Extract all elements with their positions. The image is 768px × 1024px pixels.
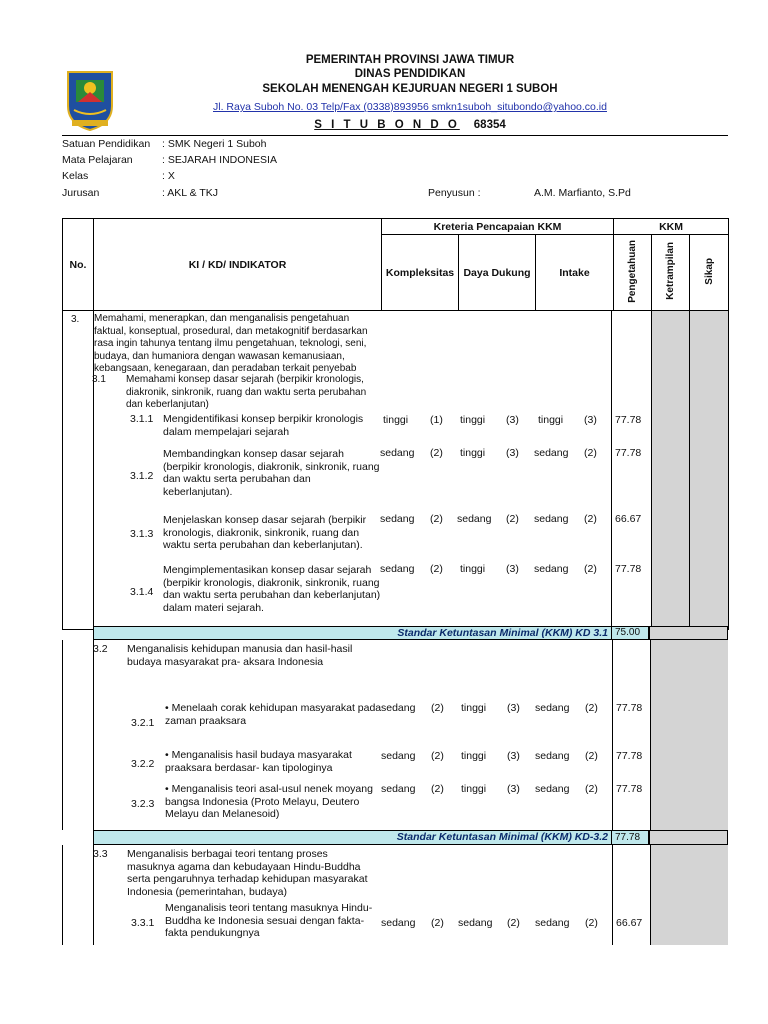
kompleksitas-value: sedang [381, 702, 416, 714]
ketrampilan-label: Ketrampilan [665, 242, 677, 300]
indicator-number: 3.3.1 [131, 917, 155, 929]
daya-score: (3) [506, 563, 519, 575]
kkm32-label: Standar Ketuntasan Minimal (KKM) KD-3.2 [396, 831, 608, 843]
pengetahuan-value: 77.78 [615, 563, 642, 575]
sikap-label: Sikap [703, 257, 715, 285]
daya-value: tinggi [461, 702, 487, 714]
penyusun-label: Penyusun : [428, 187, 481, 199]
daya-score: (3) [507, 783, 520, 795]
daya-value: tinggi [460, 414, 486, 426]
kd32-block [62, 640, 728, 830]
intake-score: (3) [584, 414, 597, 426]
indicator-text: • Menganalisis teori asal-usul nenek moyang bangsa Indonesia (Proto Melayu, Deutero Melayu dan Melanesoid) [165, 783, 373, 820]
ki-text: Memahami, menerapkan, dan menganalisis pengetahuan faktual, konseptual, prosedural, dan metakognitif berdasarkan rasa ingin tahunya tentang ilmu pengetahuan, teknologi, seni, budaya, dan humaniora dengan wawasan kemanusiaan, kebangsaan, kenegaraan, dan peradaban terkait penyebab [94, 313, 368, 374]
mapel-value: : SEJARAH INDONESIA [162, 154, 277, 166]
kompleksitas-score: (2) [431, 702, 444, 714]
kd32-number: 3.2 [93, 643, 108, 655]
daya-score: (2) [507, 917, 520, 929]
col-ki-header: KI / KD/ INDIKATOR [94, 219, 382, 311]
daya-score: (3) [507, 702, 520, 714]
daya-value: sedang [458, 917, 493, 929]
col-ketrampilan-header [652, 235, 690, 311]
col-sikap-header [690, 235, 729, 311]
kkm31-label: Standar Ketuntasan Minimal (KKM) KD 3.1 [397, 627, 608, 639]
col-kkm-header: KKM [614, 219, 729, 235]
provincial-emblem-logo [64, 66, 116, 132]
indicator-number: 3.2.2 [131, 758, 155, 770]
intake-score: (2) [585, 917, 598, 929]
pengetahuan-value: 77.78 [616, 750, 643, 762]
intake-value: tinggi [538, 414, 564, 426]
daya-value: tinggi [461, 750, 487, 762]
intake-value: sedang [535, 750, 570, 762]
jurusan-value: : AKL & TKJ [162, 187, 219, 199]
indicator-number: 3.1.1 [130, 413, 154, 425]
kompleksitas-score: (2) [431, 750, 444, 762]
kompleksitas-value: sedang [380, 563, 415, 575]
col-no-header: No. [63, 219, 94, 311]
kd31-number: 3.1 [92, 374, 106, 385]
kd33-text: Menganalisis berbagai teori tentang proses masuknya agama dan kebudayaan Hindu-Buddha serta pengaruhnya terhadap kehidupan masyarakat Indonesia (pemerintahan, budaya) [127, 848, 368, 898]
kkm31-gray [649, 626, 728, 640]
intake-value: sedang [535, 917, 570, 929]
kompleksitas-score: (2) [431, 917, 444, 929]
kompleksitas-score: (2) [431, 783, 444, 795]
kompleksitas-score: (2) [430, 563, 443, 575]
pengetahuan-value: 77.78 [615, 447, 642, 459]
daya-score: (3) [506, 414, 519, 426]
pengetahuan-value: 77.78 [616, 783, 643, 795]
intake-value: sedang [535, 702, 570, 714]
mapel-label: Mata Pelajaran [62, 154, 133, 166]
kkm32-gray [649, 830, 728, 845]
kkm31-value: 75.00 [611, 626, 649, 640]
kompleksitas-value: tinggi [383, 414, 409, 426]
kd31-text: Memahami konsep dasar sejarah (berpikir kronologis, diakronik, sinkronik, ruang dan waktu serta perubahan dan keberlanjutan) [126, 374, 367, 410]
intake-value: sedang [534, 563, 569, 575]
intake-score: (2) [584, 447, 597, 459]
city-name: S I T U B O N D O [314, 119, 460, 131]
satuan-value: : SMK Negeri 1 Suboh [162, 138, 267, 150]
kompleksitas-value: sedang [381, 750, 416, 762]
col-kompleksitas-header: Kompleksitas [382, 235, 459, 311]
jurusan-label: Jurusan [62, 187, 100, 199]
indicator-number: 3.1.3 [130, 528, 154, 540]
pengetahuan-value: 66.67 [615, 513, 642, 525]
kd32-text: Menganalisis kehidupan manusia dan hasil-hasil budaya masyarakat pra- aksara Indonesia [127, 643, 353, 668]
col-divider [611, 310, 612, 626]
kelas-label: Kelas [62, 170, 89, 182]
header-address-link[interactable]: Jl. Raya Suboh No. 03 Telp/Fax (0338)893956 smkn1suboh_situbondo@yahoo.co.id [213, 101, 607, 113]
intake-score: (2) [585, 702, 598, 714]
intake-value: sedang [534, 447, 569, 459]
intake-score: (2) [585, 783, 598, 795]
kompleksitas-value: sedang [381, 917, 416, 929]
postal-code: 68354 [473, 119, 506, 131]
indicator-text: Menjelaskan konsep dasar sejarah (berpikir kronologis, diakronik, sinkronik, ruang dan waktu serta perubahan dan keberlanjutan). [163, 514, 367, 551]
indicator-number: 3.2.1 [131, 717, 155, 729]
indicator-text: Mengidentifikasi konsep berpikir kronologis dalam mempelajari sejarah [163, 413, 364, 438]
kelas-value: : X [162, 170, 175, 182]
indicator-text: Membandingkan konsep dasar sejarah (berpikir kronologis, diakronik, sinkronik, ruang dan waktu serta perubahan dan keberlanjutan). [163, 448, 380, 498]
col-daya-header: Daya Dukung [459, 235, 536, 311]
kompleksitas-score: (2) [430, 447, 443, 459]
daya-value: tinggi [461, 783, 487, 795]
daya-score: (2) [506, 513, 519, 525]
satuan-label: Satuan Pendidikan [62, 138, 151, 150]
kkm32-band [93, 830, 611, 845]
kkm31-band [93, 626, 611, 640]
intake-score: (2) [584, 513, 597, 525]
ki-number: 3. [63, 311, 94, 630]
daya-score: (3) [507, 750, 520, 762]
header-school: SEKOLAH MENENGAH KEJURUAN NEGERI 1 SUBOH [262, 83, 558, 95]
indicator-number: 3.1.2 [130, 470, 154, 482]
indicator-text: • Menelaah corak kehidupan masyarakat pada zaman praaksara [165, 702, 382, 727]
indicator-text: • Menganalisis hasil budaya masyarakat praaksara berdasar- kan tipologinya [165, 749, 352, 774]
intake-score: (2) [585, 750, 598, 762]
kompleksitas-score: (2) [430, 513, 443, 525]
indicator-text: Mengimplementasikan konsep dasar sejarah (berpikir kronologis, diakronik, sinkronik, ruang dan waktu serta perubahan dan keberlanjutan) dalam materi sejarah. [163, 564, 381, 614]
header-department: DINAS PENDIDIKAN [354, 68, 466, 80]
col-pengetahuan-header [614, 235, 652, 311]
daya-value: sedang [457, 513, 492, 525]
header-divider [62, 135, 728, 136]
daya-value: tinggi [460, 563, 486, 575]
kompleksitas-score: (1) [430, 414, 443, 426]
pengetahuan-value: 77.78 [615, 414, 642, 426]
header-government: PEMERINTAH PROVINSI JAWA TIMUR [305, 54, 515, 66]
pengetahuan-value: 77.78 [616, 702, 643, 714]
kd31-indicators [93, 410, 728, 620]
penyusun-value: A.M. Marfianto, S.Pd [534, 187, 631, 199]
indicator-number: 3.2.3 [131, 798, 155, 810]
intake-value: sedang [534, 513, 569, 525]
kd33-number: 3.3 [93, 848, 108, 860]
pengetahuan-value: 66.67 [616, 917, 643, 929]
daya-score: (3) [506, 447, 519, 459]
kompleksitas-value: sedang [380, 447, 415, 459]
kd33-block [62, 845, 728, 945]
daya-value: tinggi [460, 447, 486, 459]
intake-score: (2) [584, 563, 597, 575]
indicator-number: 3.1.4 [130, 586, 154, 598]
indicator-text: Menganalisis teori tentang masuknya Hindu-Buddha ke Indonesia sesuai dengan fakta-fakta pendukungnya [165, 902, 373, 939]
pengetahuan-label: Pengetahuan [627, 239, 639, 303]
kkm32-value: 77.78 [611, 830, 649, 845]
intake-value: sedang [535, 783, 570, 795]
kompleksitas-value: sedang [380, 513, 415, 525]
col-intake-header: Intake [536, 235, 614, 311]
kompleksitas-value: sedang [381, 783, 416, 795]
col-kriteria-header: Kreteria Pencapaian KKM [382, 219, 614, 235]
header-city [170, 119, 650, 131]
